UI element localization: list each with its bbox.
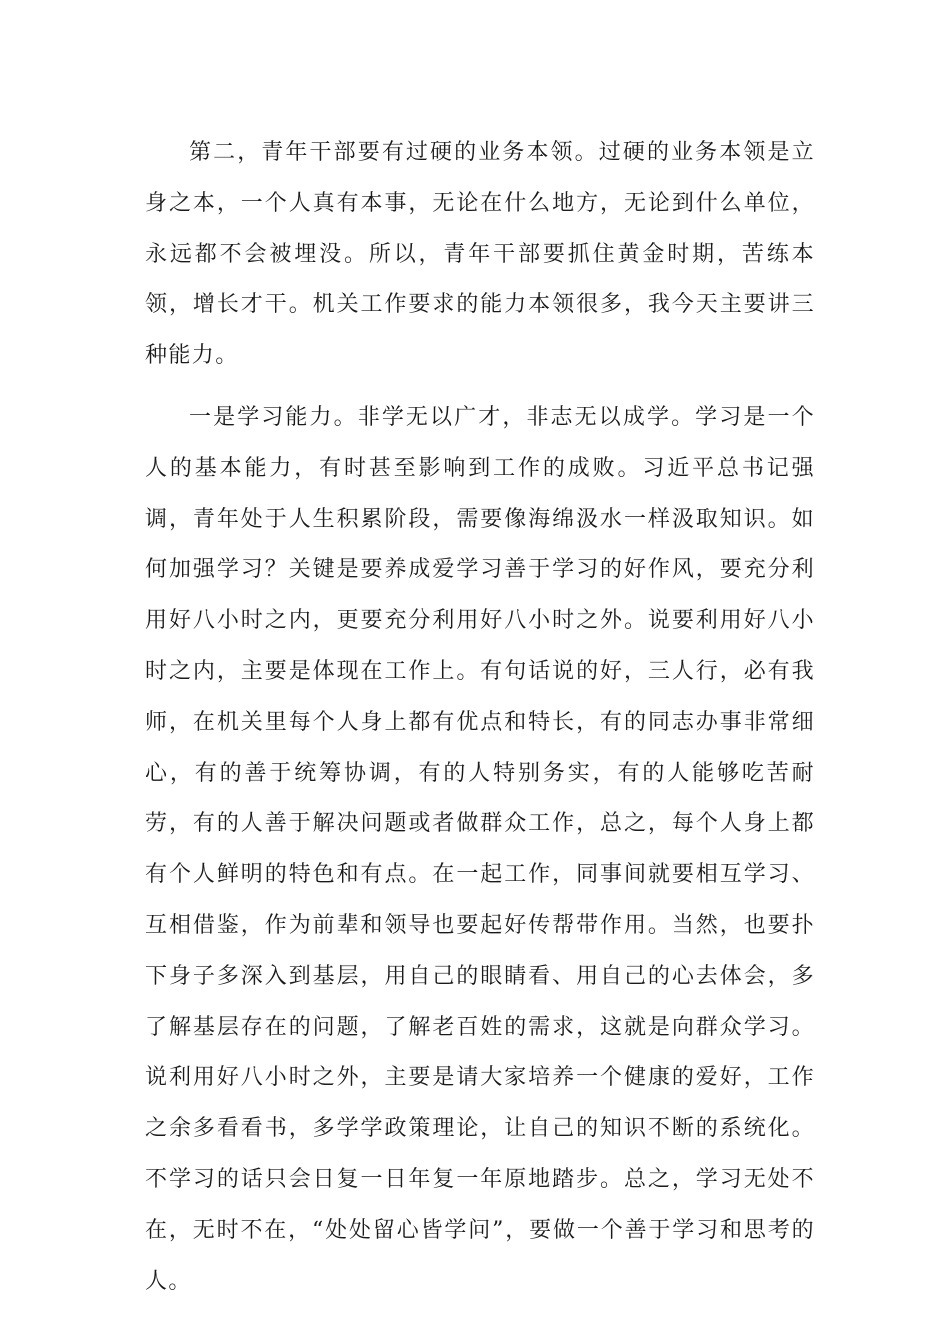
paragraph-learning-ability: 一是学习能力。非学无以广才，非志无以成学。学习是一个人的基本能力，有时甚至影响到工作的成败。习近平总书记强调，青年处于人生积累阶段，需要像海绵汲水一样汲取知识。如何加强学习？关键是要养成爱学习善于学习的好作风，要充分利用好八小时之内，更要充分利用好八小时之外。说要利用好八小时之内，主要是体现在工作上。有句话说的好，三人行，必有我师，在机关里每个人身上都有优点和特长，有的同志办事非常细心，有的善于统筹协调，有的人特别务实，有的人能够吃苦耐劳，有的人善于解决问题或者做群众工作，总之，每个人身上都有个人鲜明的特色和有点。在一起工作，同事间就要相互学习、互相借鉴，作为前辈和领导也要起好传帮带作用。当然，也要扑下身子多深入到基层，用自己的眼睛看、用自己的心去体会，多了解基层存在的问题，了解老百姓的需求，这就是向群众学习。说利用好八小时之外，主要是请大家培养一个健康的爱好，工作之余多看看书，多学学政策理论，让自己的知识不断的系统化。不学习的话只会日复一日年复一年原地踏步。总之，学习无处不在，无时不在，“处处留心皆学问”，要做一个善于学习和思考的人。 [145, 404, 815, 1294]
document-body [145, 128, 815, 1307]
paragraph-business-skills: 第二，青年干部要有过硬的业务本领。过硬的业务本领是立身之本，一个人真有本事，无论在什么地方，无论到什么单位，永远都不会被埋没。所以，青年干部要抓住黄金时期，苦练本领，增长才干。机关工作要求的能力本领很多，我今天主要讲三种能力。 [145, 140, 815, 369]
